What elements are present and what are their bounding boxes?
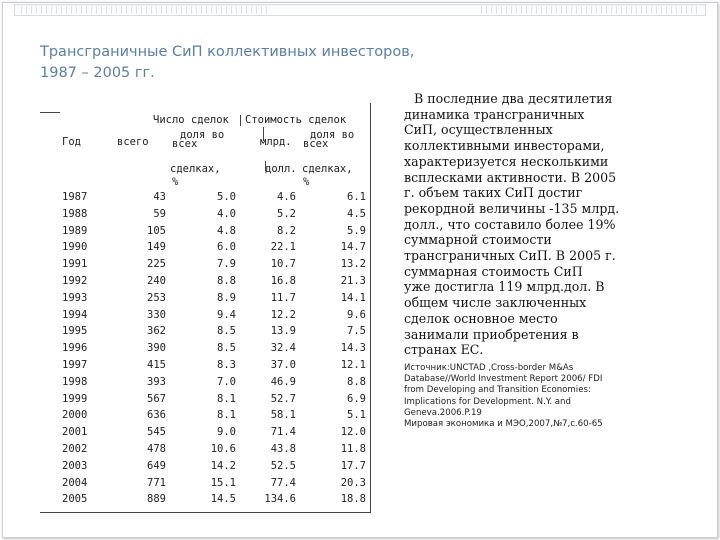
header-year: Год	[62, 136, 81, 148]
table-body	[40, 189, 370, 508]
cell-share: 4.8	[217, 224, 236, 237]
header-share2-line2: всех	[303, 138, 329, 150]
text-line: СиП, осуществленных	[404, 122, 553, 138]
table-row	[40, 307, 370, 324]
cell-total: 567	[147, 392, 166, 405]
decorative-header-bar	[14, 4, 706, 16]
header-share-line2: всех	[172, 138, 198, 150]
text-line: долл., что составило более 19%	[404, 216, 616, 232]
cell-year: 1997	[62, 358, 88, 371]
cell-share2: 6.1	[347, 191, 366, 203]
cell-share2: 7.5	[347, 325, 366, 338]
cell-bln: 16.8	[270, 274, 296, 287]
cell-bln: 12.2	[270, 308, 296, 321]
cell-bln: 71.4	[270, 426, 296, 439]
cell-year: 1998	[62, 375, 88, 388]
cell-total: 240	[147, 274, 166, 287]
header-deals: сделках,	[170, 163, 221, 175]
table-right-border	[370, 103, 371, 513]
cell-total: 253	[147, 291, 166, 304]
cell-share: 8.3	[217, 358, 236, 371]
cell-total: 393	[147, 375, 166, 388]
header-percent2: %	[303, 176, 310, 188]
cell-year: 1996	[62, 342, 88, 355]
cell-bln: 5.2	[277, 207, 296, 220]
cell-total: 649	[147, 459, 166, 472]
text-line: В последние два десятилетия	[414, 91, 613, 106]
table-row	[40, 256, 370, 273]
header-doll: долл.	[265, 163, 297, 175]
cell-total: 149	[147, 241, 166, 254]
header-share2-line1: доля во	[310, 129, 355, 141]
table-row	[40, 223, 370, 240]
cell-total: 43	[153, 191, 166, 203]
cell-year: 1993	[62, 291, 88, 304]
cell-share2: 6.9	[347, 392, 366, 405]
header-separator	[240, 115, 241, 126]
table-row	[40, 273, 370, 290]
cell-bln: 134.6	[264, 493, 296, 506]
cell-share: 10.6	[210, 442, 236, 455]
table-row	[40, 441, 370, 458]
cell-share2: 13.2	[340, 258, 366, 271]
table-row	[40, 290, 370, 307]
text-line: общем числе заключенных	[404, 295, 587, 311]
source-line: Geneva.2006.P.19	[404, 407, 482, 418]
cell-share2: 11.8	[340, 442, 366, 455]
cell-share: 15.1	[210, 476, 236, 489]
source-line: Implications for Development. N.Y. and	[404, 396, 571, 407]
cell-bln: 43.8	[270, 442, 296, 455]
table-row	[40, 357, 370, 374]
slide-title-line: Трансграничные СиП коллективных инвесторов,	[40, 44, 415, 60]
header-total: всего	[117, 136, 149, 148]
cell-bln: 13.9	[270, 325, 296, 338]
cell-bln: 10.7	[270, 258, 296, 271]
cell-share: 7.9	[217, 258, 236, 271]
description-text	[404, 91, 650, 358]
source-line: Database//World Investment Report 2006/ FDI	[404, 374, 603, 385]
cell-year: 2000	[62, 409, 88, 422]
cell-total: 362	[147, 325, 166, 338]
cell-bln: 37.0	[270, 358, 296, 371]
header-percent: %	[172, 176, 179, 188]
header-count-group: Число сделок	[153, 114, 229, 126]
cell-share: 7.0	[217, 375, 236, 388]
cell-share: 14.2	[210, 459, 236, 472]
cell-share: 14.5	[210, 493, 236, 506]
cell-share2: 5.1	[347, 409, 366, 422]
table-row	[40, 475, 370, 492]
cell-year: 2001	[62, 426, 88, 439]
cell-share2: 8.8	[347, 375, 366, 388]
cell-share: 8.8	[217, 274, 236, 287]
cell-share: 5.0	[217, 191, 236, 203]
cell-year: 2005	[62, 493, 88, 506]
text-line: суммарная стоимость СиП	[404, 263, 583, 279]
table-row	[40, 374, 370, 391]
text-line: г. объем таких СиП достиг	[404, 185, 583, 201]
cell-year: 1994	[62, 308, 88, 321]
cell-share2: 14.3	[340, 342, 366, 355]
cell-share2: 14.7	[340, 241, 366, 254]
table-row	[40, 340, 370, 357]
table-row	[40, 239, 370, 256]
cell-bln: 46.9	[270, 375, 296, 388]
cell-year: 1992	[62, 274, 88, 287]
cell-total: 105	[147, 224, 166, 237]
source-citation	[404, 363, 694, 430]
cell-bln: 32.4	[270, 342, 296, 355]
cell-share2: 12.0	[340, 426, 366, 439]
table-row	[40, 491, 370, 508]
cell-share: 8.5	[217, 342, 236, 355]
cell-total: 478	[147, 442, 166, 455]
cell-total: 59	[153, 207, 166, 220]
cell-bln: 77.4	[270, 476, 296, 489]
cell-share: 9.0	[217, 426, 236, 439]
cell-total: 889	[147, 493, 166, 506]
cell-share: 6.0	[217, 241, 236, 254]
text-line: сделок основное место	[404, 310, 558, 326]
cell-year: 1990	[62, 241, 88, 254]
text-line: суммарной стоимости	[404, 232, 552, 248]
text-line: характеризуется несколькими	[404, 153, 609, 169]
table-bottom-border	[40, 512, 370, 513]
cell-bln: 52.7	[270, 392, 296, 405]
cell-bln: 52.5	[270, 459, 296, 472]
cell-share: 8.1	[217, 409, 236, 422]
cell-share: 8.9	[217, 291, 236, 304]
table-row	[40, 424, 370, 441]
decorative-pattern-right	[481, 6, 701, 14]
cell-share: 8.1	[217, 392, 236, 405]
cell-share: 4.0	[217, 207, 236, 220]
cell-year: 2002	[62, 442, 88, 455]
table-row	[40, 458, 370, 475]
cell-share2: 12.1	[340, 358, 366, 371]
cell-total: 390	[147, 342, 166, 355]
cell-share2: 17.7	[340, 459, 366, 472]
cell-year: 1995	[62, 325, 88, 338]
text-line: уже достигла 119 млрд.дол. В	[404, 279, 605, 295]
cell-total: 636	[147, 409, 166, 422]
cell-year: 1991	[62, 258, 88, 271]
source-line: from Developing and Transition Economies:	[404, 385, 591, 396]
slide-title	[40, 42, 460, 84]
slide-title-line: 1987 – 2005 гг.	[40, 65, 155, 81]
cell-share2: 14.1	[340, 291, 366, 304]
table-row	[40, 323, 370, 340]
table-top-rule	[40, 112, 60, 113]
cell-share2: 9.6	[347, 308, 366, 321]
cell-year: 1999	[62, 392, 88, 405]
table-row	[40, 189, 370, 206]
cell-share2: 18.8	[340, 493, 366, 506]
cell-total: 330	[147, 308, 166, 321]
cell-year: 1988	[62, 207, 88, 220]
cell-total: 225	[147, 258, 166, 271]
text-line: странах ЕС.	[404, 342, 484, 358]
cell-share2: 4.5	[347, 207, 366, 220]
text-line: трансграничных СиП. В 2005 г.	[404, 248, 616, 264]
cell-bln: 11.7	[270, 291, 296, 304]
cell-bln: 4.6	[277, 191, 296, 203]
header-share-line1: доля во	[180, 129, 225, 141]
cell-share2: 21.3	[340, 274, 366, 287]
text-line: всплесками активности. В 2005	[404, 169, 617, 185]
text-line: рекордной величины -135 млрд.	[404, 200, 620, 216]
table-row	[40, 407, 370, 424]
data-table	[40, 103, 380, 513]
cell-year: 1987	[62, 191, 88, 203]
cell-year: 2003	[62, 459, 88, 472]
cell-share: 9.4	[217, 308, 236, 321]
table-row	[40, 206, 370, 223]
decorative-pattern-left	[21, 6, 271, 14]
cell-bln: 58.1	[270, 409, 296, 422]
cell-total: 415	[147, 358, 166, 371]
cell-total: 771	[147, 476, 166, 489]
cell-share: 8.5	[217, 325, 236, 338]
text-line: коллективными инвесторами,	[404, 138, 605, 154]
text-line: динамика трансграничных	[404, 106, 585, 122]
cell-share2: 5.9	[347, 224, 366, 237]
source-line: Мировая экономика и МЭО,2007,№7,с.60-65	[404, 419, 603, 430]
header-mlrd: млрд.	[260, 136, 292, 148]
header-cost-group: Стоимость сделок	[245, 114, 347, 126]
cell-bln: 22.1	[270, 241, 296, 254]
header-deals2: сделках,	[302, 163, 353, 175]
text-line: занимали приобретения в	[404, 326, 579, 342]
table-row	[40, 391, 370, 408]
cell-year: 2004	[62, 476, 88, 489]
cell-share2: 20.3	[340, 476, 366, 489]
cell-total: 545	[147, 426, 166, 439]
cell-bln: 8.2	[277, 224, 296, 237]
source-line: Источник:UNCTAD ,Cross-border M&As	[404, 363, 574, 373]
cell-year: 1989	[62, 224, 88, 237]
